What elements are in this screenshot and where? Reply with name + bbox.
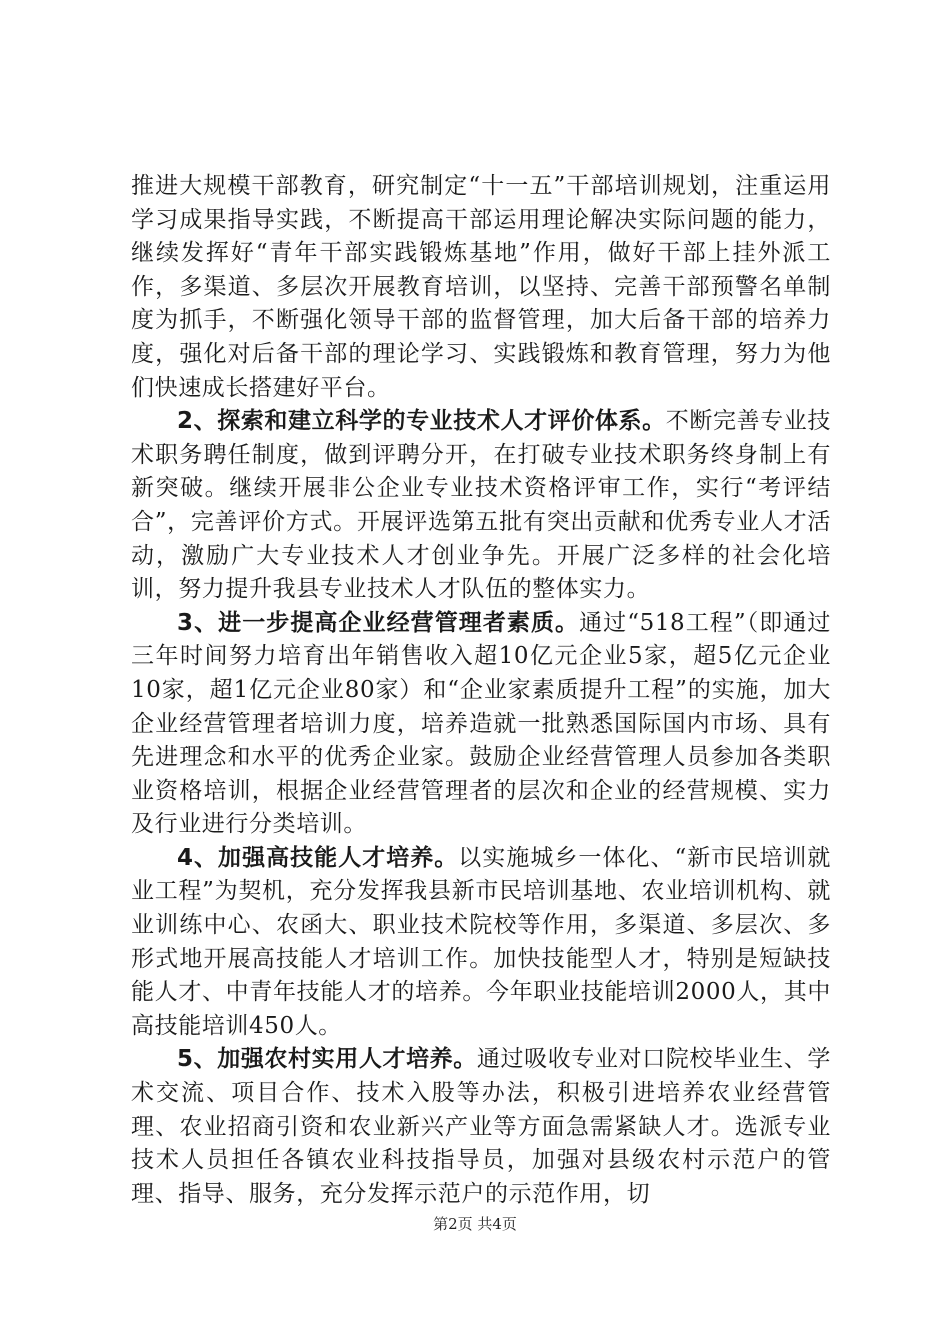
- paragraph-1-text: 推进大规模干部教育，研究制定“十一五”干部培训规划，注重运用学习成果指导实践，不断提高干部运用理论解决实际问题的能力，继续发挥好“青年干部实践锻炼基地”作用，做好干部上挂外派工作，多渠道、多层次开展教育培训，以坚持、完善干部预警名单制度为抓手，不断强化领导干部的监督管理，加大后备干部的培养力度，强化对后备干部的理论学习、实践锻炼和教育管理，努力为他们快速成长搭建好平台。: [131, 173, 831, 401]
- paragraph-4: [131, 842, 831, 1044]
- paragraph-3-lead: 3、进一步提高企业经营管理者素质。: [177, 609, 580, 636]
- paragraph-3: [131, 607, 831, 842]
- paragraph-5-text: 通过吸收专业对口院校毕业生、学术交流、项目合作、技术入股等办法，积极引进培养农业经营管理、农业招商引资和农业新兴产业等方面急需紧缺人才。选派专业技术人员担任各镇农业科技指导员，加强对县级农村示范户的管理、指导、服务，充分发挥示范户的示范作用，切: [131, 1046, 832, 1207]
- paragraph-3-text: 通过“518工程”（即通过三年时间努力培育出年销售收入超10亿元企业5家，超5亿元企业10家，超1亿元企业80家）和“企业家素质提升工程”的实施，加大企业经营管理者培训力度，培养造就一批熟悉国际国内市场、具有先进理念和水平的优秀企业家。鼓励企业经营管理人员参加各类职业资格培训，根据企业经营管理者的层次和企业的经营规模、实力及行业进行分类培训。: [131, 609, 831, 838]
- paragraph-4-text: 以实施城乡一体化、“新市民培训就业工程”为契机，充分发挥我县新市民培训基地、农业培训机构、就业训练中心、农函大、职业技术院校等作用，多渠道、多层次、多形式地开展高技能人才培训工作。加快技能型人才，特别是短缺技能人才、中青年技能人才的培养。今年职业技能培训2000人，其中高技能培训450人。: [131, 844, 831, 1039]
- paragraph-5: [131, 1043, 831, 1211]
- paragraph-1: [131, 170, 831, 405]
- paragraph-2: [131, 405, 831, 607]
- page-footer: 第2页 共4页: [433, 1215, 517, 1233]
- paragraph-2-text: 不断完善专业技术职务聘任制度，做到评聘分开，在打破专业技术职务终身制上有新突破。继续开展非公企业专业技术资格评审工作，实行“考评结合”，完善评价方式。开展评选第五批有突出贡献和优秀专业人才活动，激励广大专业技术人才创业争先。开展广泛多样的社会化培训，努力提升我县专业技术人才队伍的整体实力。: [131, 408, 831, 603]
- document-body: [131, 170, 831, 1211]
- paragraph-5-lead: 5、加强农村实用人才培养。: [177, 1046, 477, 1073]
- paragraph-4-lead: 4、加强高技能人才培养。: [177, 844, 459, 871]
- paragraph-2-lead: 2、探索和建立科学的专业技术人才评价体系。: [177, 408, 666, 435]
